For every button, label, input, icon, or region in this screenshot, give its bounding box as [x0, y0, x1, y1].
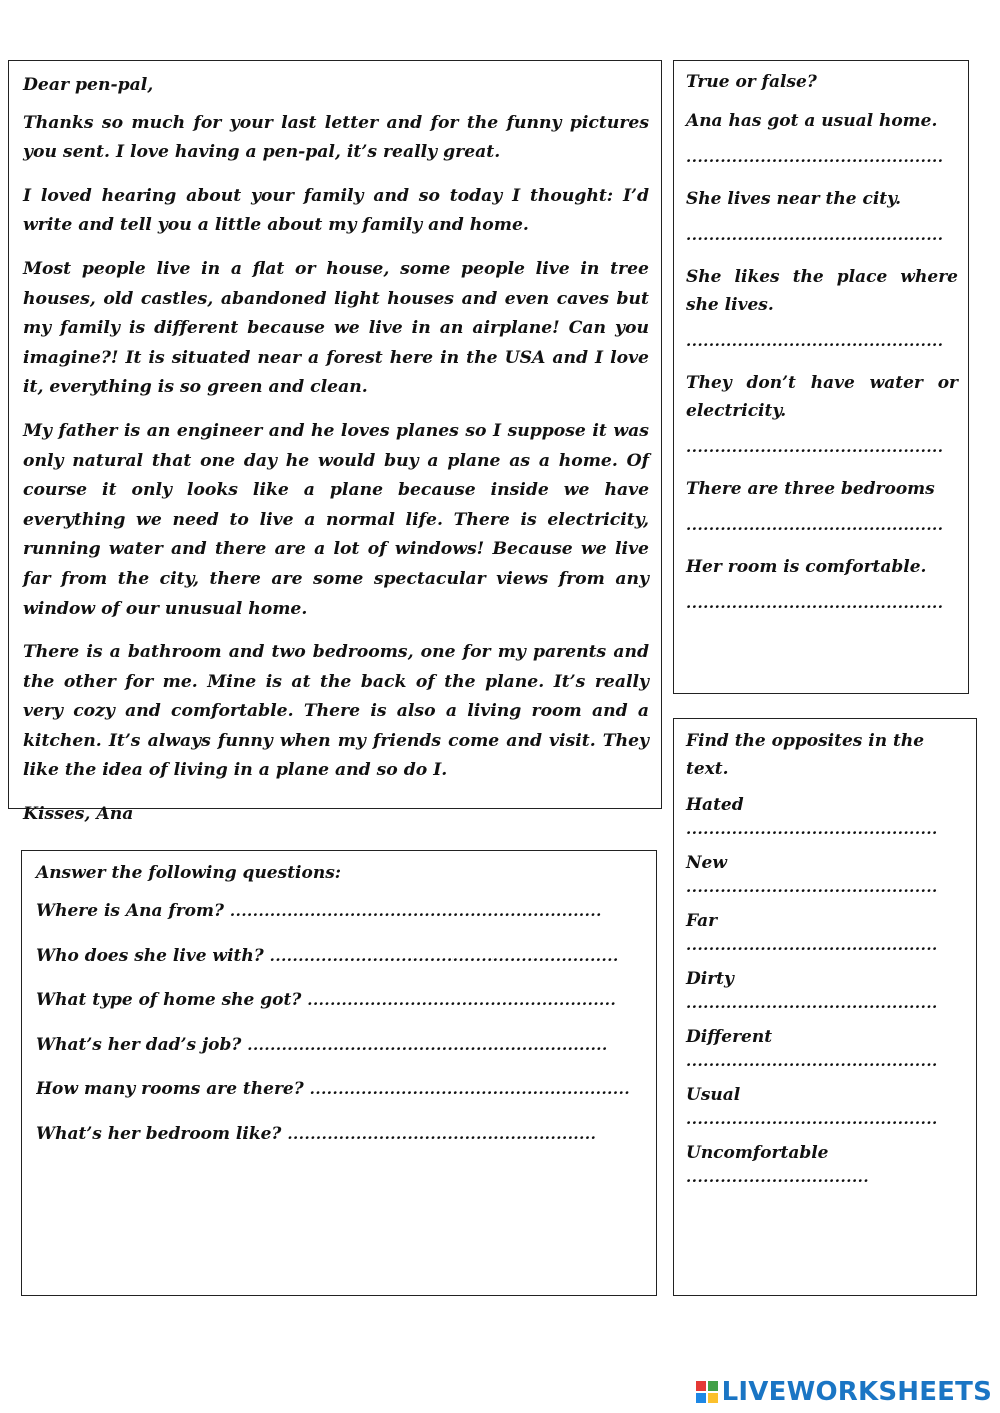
question-row	[36, 1075, 644, 1103]
question-answer-line[interactable]: .................................................................	[229, 902, 602, 920]
letter-paragraph: There is a bathroom and two bedrooms, one for my parents and the other for me. Mine is at the back of the plane. It’s really very cozy and comfortable. There is also a living room and a kitchen. It’s always funny when my friends come and visit. They like the idea of living in a plane and so do I.	[23, 642, 649, 781]
question-text: How many rooms are there?	[36, 1079, 304, 1099]
opposites-box	[673, 718, 977, 1296]
true-false-item	[686, 369, 958, 457]
opposite-item	[686, 907, 966, 955]
true-false-title: True or false?	[686, 72, 817, 92]
question-text: Where is Ana from?	[36, 901, 224, 921]
question-row	[36, 1031, 644, 1059]
letter-signoff: Kisses, Ana	[23, 804, 134, 825]
question-row	[36, 986, 644, 1014]
letter-box	[8, 60, 662, 825]
true-false-item	[686, 553, 958, 613]
letter-paragraph: My father is an engineer and he loves planes so I suppose it was only natural that one day he would buy a plane as a home. Of course it only looks like a plane because inside we have everything we need to live a normal life. There is electricity, running water and there are a lot of windows! Because we live far from the city, there are some spectacular views from any window of our unusual home.	[23, 420, 649, 619]
opposite-answer-line[interactable]: ............................................	[686, 1110, 938, 1128]
questions-title: Answer the following questions:	[36, 863, 342, 883]
opposite-item	[686, 1139, 966, 1187]
question-answer-line[interactable]: ........................................................	[309, 1080, 631, 1098]
true-false-box	[673, 60, 969, 694]
letter-paragraph: Most people live in a flat or house, some people live in tree houses, old castles, abandoned light houses and even caves but my family is different because we live in an airplane! Can you imagine?! It is situated near a forest here in the USA and I love it, everything is so green and clean.	[23, 258, 649, 398]
true-false-answer-line[interactable]: .............................................	[686, 516, 944, 534]
true-false-answer-line[interactable]: .............................................	[686, 148, 944, 166]
opposite-word: Usual	[686, 1085, 741, 1105]
true-false-answer-line[interactable]: .............................................	[686, 594, 944, 612]
true-false-statement: Her room is comfortable.	[686, 557, 927, 577]
true-false-item	[686, 263, 958, 351]
true-false-answer-line[interactable]: .............................................	[686, 438, 944, 456]
opposite-answer-line[interactable]: ............................................	[686, 994, 938, 1012]
question-row	[36, 897, 644, 925]
true-false-statement: Ana has got a usual home.	[686, 111, 938, 131]
opposite-word: Far	[686, 911, 718, 931]
logo-mark-icon	[696, 1381, 718, 1403]
opposite-word: Different	[686, 1027, 773, 1047]
logo-square	[708, 1393, 718, 1403]
true-false-statement: They don’t have water or electricity.	[686, 373, 958, 421]
true-false-item	[686, 475, 958, 535]
question-text: What’s her dad’s job?	[36, 1034, 242, 1055]
opposite-answer-line[interactable]: ............................................	[686, 1052, 938, 1070]
letter-greeting: Dear pen-pal,	[23, 75, 154, 95]
opposite-item	[686, 1023, 966, 1071]
letter-paragraph: I loved hearing about your family and so today I thought: I’d write and tell you a little about my family and home.	[23, 185, 649, 236]
question-answer-line[interactable]: .............................................................	[269, 946, 619, 965]
question-answer-line[interactable]: ......................................................	[287, 1124, 597, 1143]
liveworksheets-logo	[696, 1377, 992, 1407]
opposite-item	[686, 791, 966, 839]
question-text: What’s her bedroom like?	[36, 1123, 282, 1144]
opposite-answer-line[interactable]: ............................................	[686, 936, 938, 954]
opposite-word: Hated	[686, 795, 744, 815]
opposite-word: Uncomfortable	[686, 1143, 829, 1163]
logo-square	[696, 1393, 706, 1403]
question-text: What type of home she got?	[36, 990, 302, 1010]
true-false-item	[686, 185, 958, 245]
opposites-title: Find the opposites in the text.	[686, 731, 925, 779]
true-false-answer-line[interactable]: .............................................	[686, 332, 944, 350]
opposite-word: Dirty	[686, 969, 734, 989]
question-answer-line[interactable]: ......................................................	[307, 991, 617, 1009]
true-false-item	[686, 107, 958, 167]
true-false-statement: There are three bedrooms	[686, 479, 935, 499]
question-row	[36, 1120, 644, 1148]
question-text: Who does she live with?	[36, 945, 264, 966]
opposite-item	[686, 1081, 966, 1129]
logo-square	[696, 1381, 706, 1391]
opposite-answer-line[interactable]: ................................	[686, 1168, 870, 1186]
questions-box	[21, 850, 657, 1296]
question-row	[36, 942, 644, 970]
logo-square	[708, 1381, 718, 1391]
true-false-statement: She likes the place where she lives.	[686, 267, 958, 315]
true-false-answer-line[interactable]: .............................................	[686, 226, 944, 244]
letter-paragraph: Thanks so much for your last letter and for the funny pictures you sent. I love having a pen-pal, it’s really great.	[23, 112, 649, 163]
question-answer-line[interactable]: ...............................................................	[247, 1035, 608, 1054]
true-false-statement: She lives near the city.	[686, 189, 901, 209]
logo-text: LIVEWORKSHEETS	[721, 1377, 992, 1407]
opposite-word: New	[686, 853, 727, 873]
opposite-answer-line[interactable]: ............................................	[686, 878, 938, 896]
opposite-item	[686, 965, 966, 1013]
opposite-answer-line[interactable]: ............................................	[686, 820, 938, 838]
opposite-item	[686, 849, 966, 897]
